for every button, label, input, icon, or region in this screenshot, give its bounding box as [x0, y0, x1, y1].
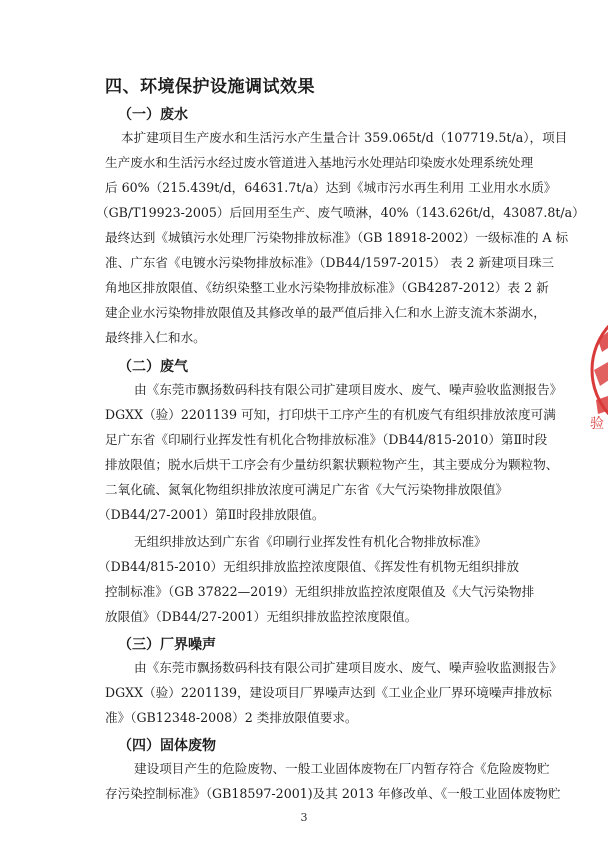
paragraph-line: 准》（GB12348-2008）2 类排放限值要求。: [105, 710, 358, 725]
stamp-text: 验: [590, 416, 604, 432]
paragraph-line: 本扩建项目生产废水和生活污水产生量合计 359.065t/d（107719.5t/a），项目: [121, 130, 568, 145]
paragraph-line: DGXX（验）2201139 可知，打印烘干工序产生的有机废气有组织排放浓度可满: [105, 407, 556, 422]
paragraph-line: 准、广东省《电镀水污染物排放标准》（DB44/1597-2015） 表 2 新建项目珠三: [105, 255, 555, 270]
subsection-title-solid-waste: （四）固体废物: [118, 738, 216, 754]
paragraph-line: 生产废水和生活污水经过废水管道进入基地污水处理站印染废水处理系统处理: [105, 155, 534, 170]
subsection-title-wastewater: （一）废水: [118, 107, 188, 123]
paragraph-line: 建设项目产生的危险废物、一般工业固体废物在厂内暂存符合《危险废物贮: [134, 761, 550, 776]
paragraph-line: （DB44/815-2010）无组织排放监控浓度限值、《挥发性有机物无组织排放: [98, 559, 520, 574]
paragraph-line: DGXX（验）2201139，建设项目厂界噪声达到《工业企业厂界环境噪声排放标: [105, 685, 552, 700]
subsection-title-noise: （三）厂界噪声: [118, 637, 216, 653]
paragraph-line: 放限值》（DB44/27-2001）无组织排放监控浓度限值。: [105, 609, 418, 624]
paragraph-line: 二氧化硫、氮氧化物组织排放浓度可满足广东省《大气污染物排放限值》: [105, 482, 508, 497]
page-number: 3: [300, 811, 308, 824]
paragraph-line: 角地区排放限值、《纺织染整工业水污染物排放标准》（GB4287-2012）表 2 新: [105, 280, 549, 295]
paragraph-line: 后 60%（215.439t/d，64631.7t/a）达到《城市污水再生利用 工业用水水质》: [105, 180, 557, 195]
seal-stamp: [588, 300, 608, 440]
paragraph-line: 由《东莞市飘扬数码科技有限公司扩建项目废水、废气、噪声验收监测报告》: [134, 382, 563, 397]
subsection-title-exhaust: （二）废气: [118, 359, 188, 375]
paragraph-line: 无组织排放达到广东省《印刷行业挥发性有机化合物排放标准》: [134, 534, 487, 549]
paragraph-line: 由《东莞市飘扬数码科技有限公司扩建项目废水、废气、噪声验收监测报告》: [134, 660, 563, 675]
paragraph-line: （DB44/27-2001）第Ⅱ时段排放限值。: [98, 507, 325, 522]
section-title: 四、环境保护设施调试效果: [105, 77, 315, 97]
paragraph-line: 建企业水污染物排放限值及其修改单的最严值后排入仁和水上游支流木茶湖水，: [105, 305, 546, 320]
paragraph-line: 最终达到《城镇污水处理厂污染物排放标准》（GB 18918-2002）一级标准的 A 标: [105, 230, 569, 245]
paragraph-line: 存污染控制标准》（GB18597-2001)及其 2013 年修改单、《一般工业固体废物贮: [105, 786, 561, 801]
paragraph-line: 控制标准》（GB 37822—2019）无组织排放监控浓度限值及《大气污染物排: [105, 584, 535, 599]
paragraph-line: （GB/T19923-2005）后回用至生产、废气喷淋，40%（143.626t/d，43087.8t/a）: [96, 205, 585, 220]
paragraph-line: 排放限值；脱水后烘干工序会有少量纺织絮状颗粒物产生，其主要成分为颗粒物、: [105, 457, 559, 472]
paragraph-line: 足广东省《印刷行业挥发性有机化合物排放标准》（DB44/815-2010）第Ⅱ时段: [105, 432, 548, 447]
paragraph-line: 最终排入仁和水。: [105, 330, 206, 345]
